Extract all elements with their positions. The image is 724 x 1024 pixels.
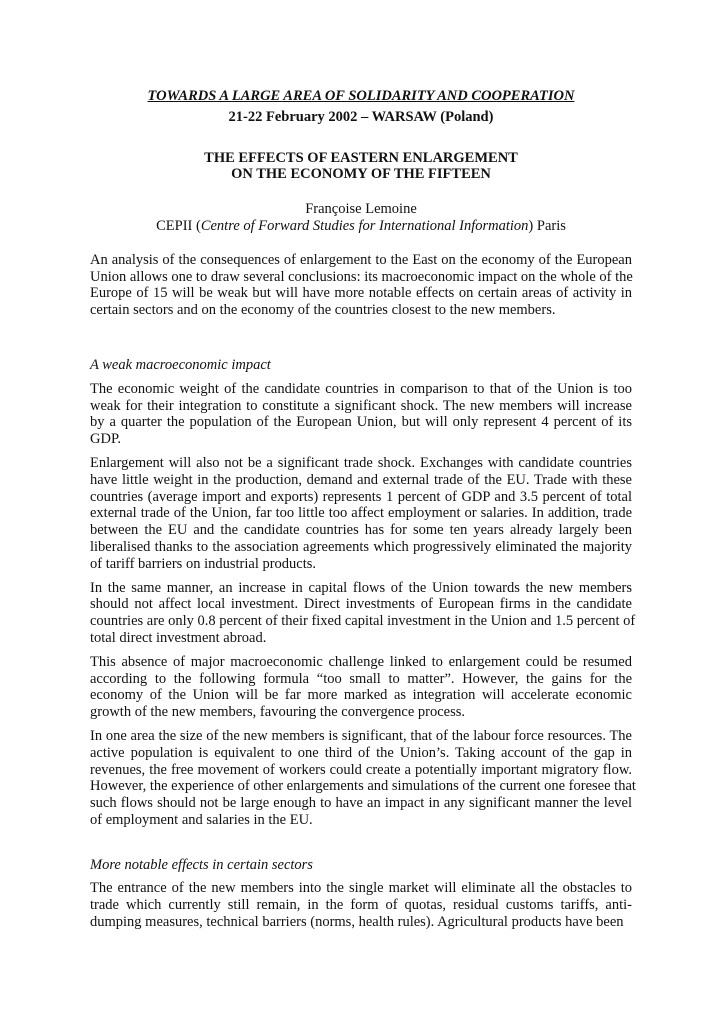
body-paragraph xyxy=(90,381,632,448)
section-heading: More notable effects in certain sectors xyxy=(90,856,313,873)
text-line: have little weight in the production, demand and external trade of the EU. Trade with these xyxy=(90,471,632,488)
body-paragraph xyxy=(90,579,636,647)
text-line: certain sectors and on the economy of the countries closest to the new members. xyxy=(90,302,556,319)
text-line: countries are only 0.8 percent of their fixed capital investment in the Union and 1.5 percent of xyxy=(90,613,636,630)
affiliation xyxy=(90,218,632,235)
text-line: Europe of 15 will be weak but will have more notable effects on certain areas of activity in xyxy=(90,285,632,302)
text-line: An analysis of the consequences of enlargement to the East on the economy of the European xyxy=(90,251,632,268)
document-page xyxy=(90,88,636,938)
text-line: should not affect local investment. Direct investments of European firms in the candidate xyxy=(90,596,632,613)
date-place: 21-22 February 2002 – WARSAW (Poland) xyxy=(228,108,494,125)
text-line: The economic weight of the candidate countries in comparison to that of the Union is too xyxy=(90,380,632,397)
text-line: by a quarter the population of the European Union, but will only represent 4 percent of its xyxy=(90,414,632,431)
body-sections xyxy=(90,356,636,931)
affiliation-suffix: ) Paris xyxy=(528,217,566,234)
text-line: total direct investment abroad. xyxy=(90,629,267,646)
text-line: such flows should not be large enough to have an impact in any significant manner the level xyxy=(90,795,632,812)
text-line: external trade of the Union, far too little too affect employment or salaries. In addition, trade xyxy=(90,505,632,522)
text-line: according to the following formula “too small to matter”. However, the gains for the xyxy=(90,670,632,687)
title-line-2: ON THE ECONOMY OF THE FIFTEEN xyxy=(231,166,491,183)
intro-paragraph xyxy=(90,252,632,319)
conference-title: TOWARDS A LARGE AREA OF SOLIDARITY AND COOPERATION xyxy=(147,88,575,104)
text-line: of tariff barriers on industrial products. xyxy=(90,555,317,572)
text-line: trade which currently still remain, in the form of quotas, residual customs tariffs, anti- xyxy=(90,897,632,914)
text-line: economy of the Union will be far more marked as integration will accelerate economic xyxy=(90,687,632,704)
text-line: dumping measures, technical barriers (norms, health rules). Agricultural products have been xyxy=(90,914,624,931)
body-paragraph xyxy=(90,880,632,930)
text-line: In one area the size of the new members is significant, that of the labour force resources. The xyxy=(90,727,632,744)
text-line: growth of the new members, favouring the convergence process. xyxy=(90,704,465,721)
text-line: of employment and salaries in the EU. xyxy=(90,811,313,828)
text-line: active population is equivalent to one third of the Union’s. Taking account of the gap in xyxy=(90,744,632,761)
affiliation-prefix: CEPII ( xyxy=(156,217,201,234)
title-line-1: THE EFFECTS OF EASTERN ENLARGEMENT xyxy=(204,149,518,166)
text-line: revenues, the free movement of workers could create a potentially important migratory flow. xyxy=(90,761,632,778)
body-paragraph xyxy=(90,654,632,721)
section-heading: A weak macroeconomic impact xyxy=(90,356,271,373)
text-line: However, the experience of other enlargements and simulations of the current one foresee that xyxy=(90,778,636,795)
author-name: Françoise Lemoine xyxy=(305,201,417,218)
document-title xyxy=(90,150,632,184)
body-paragraph xyxy=(90,727,636,829)
text-line: weak for their integration to constitute a significant shock. The new members will increase xyxy=(90,397,632,414)
text-line: liberalised thanks to the association agreements which progressively eliminated the majority xyxy=(90,538,632,555)
text-line: between the EU and the candidate countries has for some ten years already largely been xyxy=(90,522,632,539)
text-line: countries (average import and exports) represents 1 percent of GDP and 3.5 percent of total xyxy=(90,488,632,505)
text-line: The entrance of the new members into the single market will eliminate all the obstacles to xyxy=(90,880,632,897)
body-paragraph xyxy=(90,455,632,573)
text-line: Union allows one to draw several conclusions: its macroeconomic impact on the whole of the xyxy=(90,268,633,285)
text-line: Enlargement will also not be a significant trade shock. Exchanges with candidate countries xyxy=(90,454,632,471)
author-block xyxy=(90,201,632,235)
text-line: In the same manner, an increase in capital flows of the Union towards the new members xyxy=(90,579,632,596)
affiliation-name: Centre of Forward Studies for International Information xyxy=(200,217,529,234)
text-line: GDP. xyxy=(90,431,122,448)
text-line: This absence of major macroeconomic challenge linked to enlargement could be resumed xyxy=(90,653,632,670)
